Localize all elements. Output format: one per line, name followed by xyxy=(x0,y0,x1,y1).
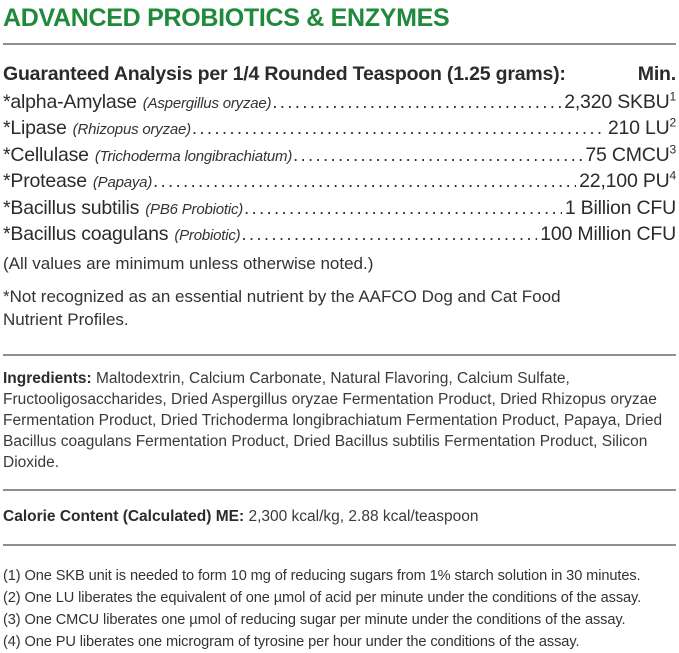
dot-leader xyxy=(192,117,605,140)
nutrient-value: 2,320 SKBU$^1$ xyxy=(564,89,676,113)
ingredients-label: Ingredients: xyxy=(3,370,92,388)
dot-leader xyxy=(241,223,537,246)
nutrient-source: (Trichoderma longibrachiatum) xyxy=(94,147,293,165)
analysis-row-bacillus-subtilis xyxy=(3,197,676,223)
nutrient-value: 100 Million CFU xyxy=(540,222,676,245)
nutrient-name: *Bacillus coagulans xyxy=(3,222,169,245)
nutrient-value: 22,100 $PU^4$ xyxy=(579,168,676,193)
analysis-row-lipase xyxy=(3,117,676,143)
analysis-row-bacillus-coagulans xyxy=(3,223,676,249)
nutrient-source: (Aspergillus oryzae) xyxy=(142,95,272,112)
analysis-row-cellulase xyxy=(3,144,676,170)
nutrient-value: 1 Billion CFU xyxy=(564,196,676,219)
nutrient-name: *Cellulase xyxy=(3,143,89,166)
dot-leader xyxy=(244,197,562,220)
min-column-label: Min. xyxy=(637,63,676,85)
nutrient-name: *Bacillus subtilis xyxy=(3,196,140,219)
analysis-row-protease xyxy=(3,170,676,196)
nutrient-name: *Protease xyxy=(3,170,87,193)
nutrient-source: (Papaya) xyxy=(92,174,153,192)
calorie-content-value: 2,300 kcal/kg, 2.88 kcal/teaspoon xyxy=(244,507,479,525)
divider xyxy=(3,43,676,45)
nutrient-value: 210 $LU^2$ xyxy=(607,115,676,140)
nutrient-name: *Lipase xyxy=(3,117,67,140)
ingredients-text: Maltodextrin, Calcium Carbonate, Natural Flavoring, Calcium Sulfate, Fructooligosaccharides, Dried Aspergillus oryzae Fermentation Product, Dried Rhizopus oryzae Fermentation Product, Dried Trichoderma longibrachiatum Fermentation Product, Papaya, Dried Bacillus coagulans Fermentation Product, Dried Bacillus subtilis Fermentation Product, Silicon Dioxide. xyxy=(3,370,663,472)
all-values-note: (All values are minimum unless otherwise noted.) xyxy=(3,254,374,274)
dot-leader xyxy=(293,144,582,167)
divider xyxy=(3,489,676,491)
footnotes-section xyxy=(3,565,676,653)
nutrient-name: *alpha-Amylase xyxy=(3,91,137,113)
calorie-content-label: Calorie Content (Calculated) ME: xyxy=(3,507,245,525)
aafco-note: *Not recognized as an essential nutrient by the AAFCO Dog and Cat Food Nutrient Profiles. xyxy=(3,287,561,330)
ingredients-paragraph xyxy=(3,368,676,473)
guaranteed-analysis-heading xyxy=(3,62,676,86)
analysis-row-alpha-amylase xyxy=(3,91,676,117)
divider xyxy=(3,354,676,356)
divider xyxy=(3,544,676,546)
product-title: ADVANCED PROBIOTICS & ENZYMES xyxy=(3,4,450,32)
guaranteed-analysis-table xyxy=(3,91,676,249)
footnote-ref: 4 xyxy=(669,168,676,183)
dot-leader xyxy=(153,170,576,193)
footnote-ref: 2 xyxy=(669,115,676,130)
nutrient-value: 75 CMCU$^3$ xyxy=(585,142,676,166)
footnote-2: (2) One LU liberates the equivalent of one µmol of acid per minute under the conditions of the assay. xyxy=(3,589,642,606)
nutrient-source: (Probiotic) xyxy=(174,226,241,244)
footnote-4: (4) One PU liberates one microgram of tyrosine per hour under the conditions of the assay. xyxy=(3,633,580,650)
dot-leader xyxy=(272,91,561,114)
nutrient-source: (Rhizopus oryzae) xyxy=(72,121,191,139)
footnote-ref: 3 xyxy=(669,142,676,157)
guaranteed-analysis-heading-text: Guaranteed Analysis per 1/4 Rounded Teaspoon (1.25 grams): xyxy=(3,63,566,85)
footnote-1: (1) One SKB unit is needed to form 10 mg of reducing sugars from 1% starch solution in 30 minutes. xyxy=(3,567,641,584)
calorie-content-line xyxy=(3,507,676,527)
nutrient-source: (PB6 Probiotic) xyxy=(145,200,244,218)
footnote-3: (3) One CMCU liberates one µmol of reducing sugar per minute under the conditions of the assay. xyxy=(3,611,626,628)
footnote-ref: 1 xyxy=(669,89,676,104)
